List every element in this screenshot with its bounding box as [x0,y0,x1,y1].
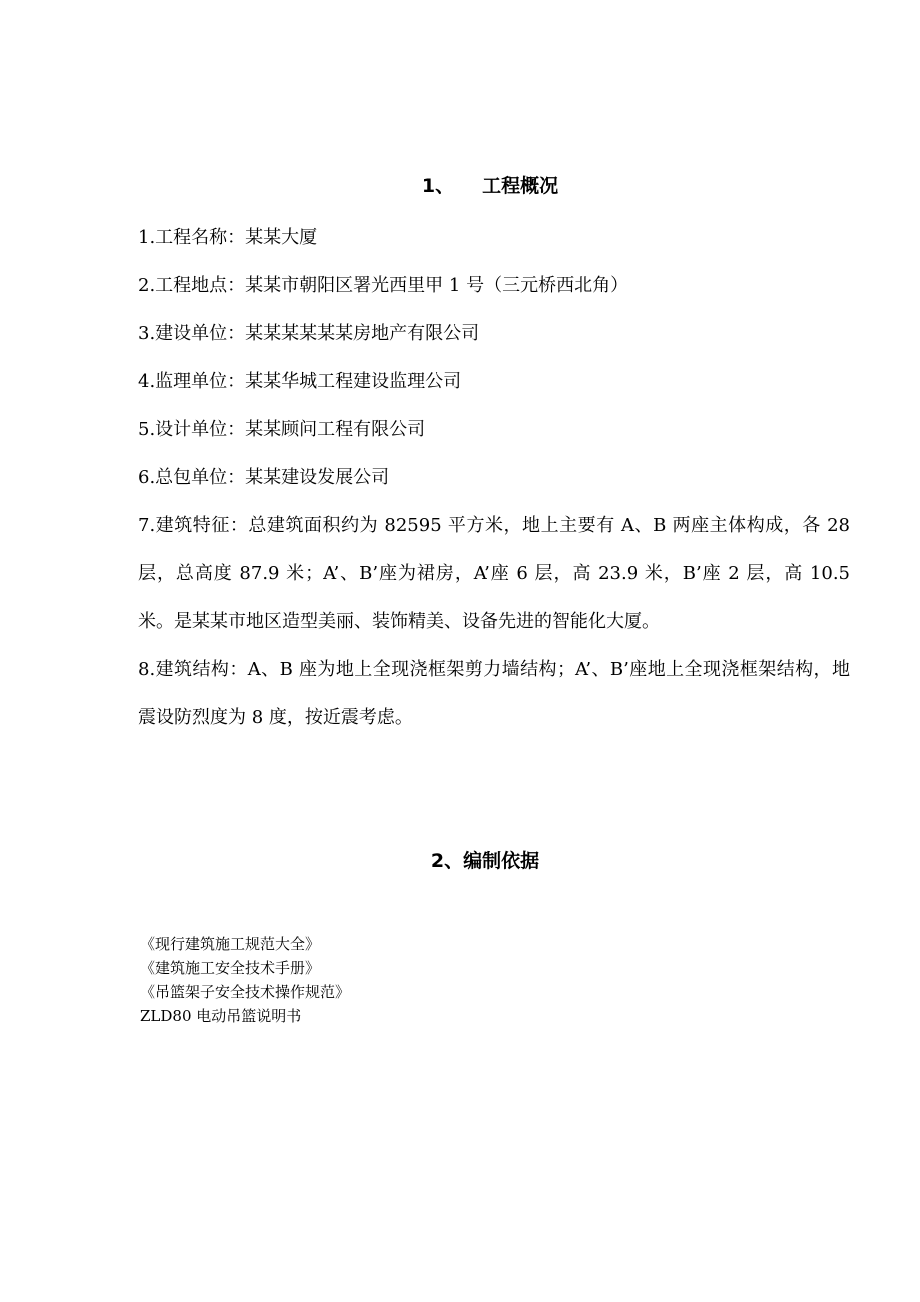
reference-item: ZLD80 电动吊篮说明书 [140,1007,302,1025]
reference-item: 《吊篮架子安全技术操作规范》 [140,983,351,1001]
overview-item-name: 1.工程名称：某某大厦 [138,227,318,248]
overview-item-contractor: 6.总包单位：某某建设发展公司 [138,467,390,488]
section-1-number: 1、 [421,175,455,197]
section-1-heading [0,174,920,198]
overview-item-features: 7.建筑特征：总建筑面积约为 82595 平方米，地上主要有 A、B 两座主体构成，各 28 层，总高度 87.9 米；A’、B’座为裙房，A’座 6 层，高 23.9 米，B’座 2 层，高 10.5 米。是某某市地区造型美丽、装饰精美、设备先进的智能化大厦。 [138,515,850,632]
overview-item-designer: 5.设计单位：某某顾问工程有限公司 [138,419,426,440]
section-2-heading: 2、编制依据 [430,850,540,872]
reference-list [140,932,840,1028]
reference-item: 《现行建筑施工规范大全》 [140,935,321,953]
reference-item: 《建筑施工安全技术手册》 [140,959,321,977]
overview-item-location: 2.工程地点：某某市朝阳区署光西里甲 1 号（三元桥西北角） [138,275,629,296]
overview-item-developer: 3.建设单位：某某某某某某房地产有限公司 [138,323,480,344]
section-1-title: 工程概况 [482,175,559,197]
project-overview-list [138,214,850,742]
overview-item-supervisor: 4.监理单位：某某华城工程建设监理公司 [138,371,462,392]
overview-item-structure: 8.建筑结构：A、B 座为地上全现浇框架剪力墙结构；A’、B’座地上全现浇框架结构，地震设防烈度为 8 度，按近震考虑。 [138,659,850,728]
